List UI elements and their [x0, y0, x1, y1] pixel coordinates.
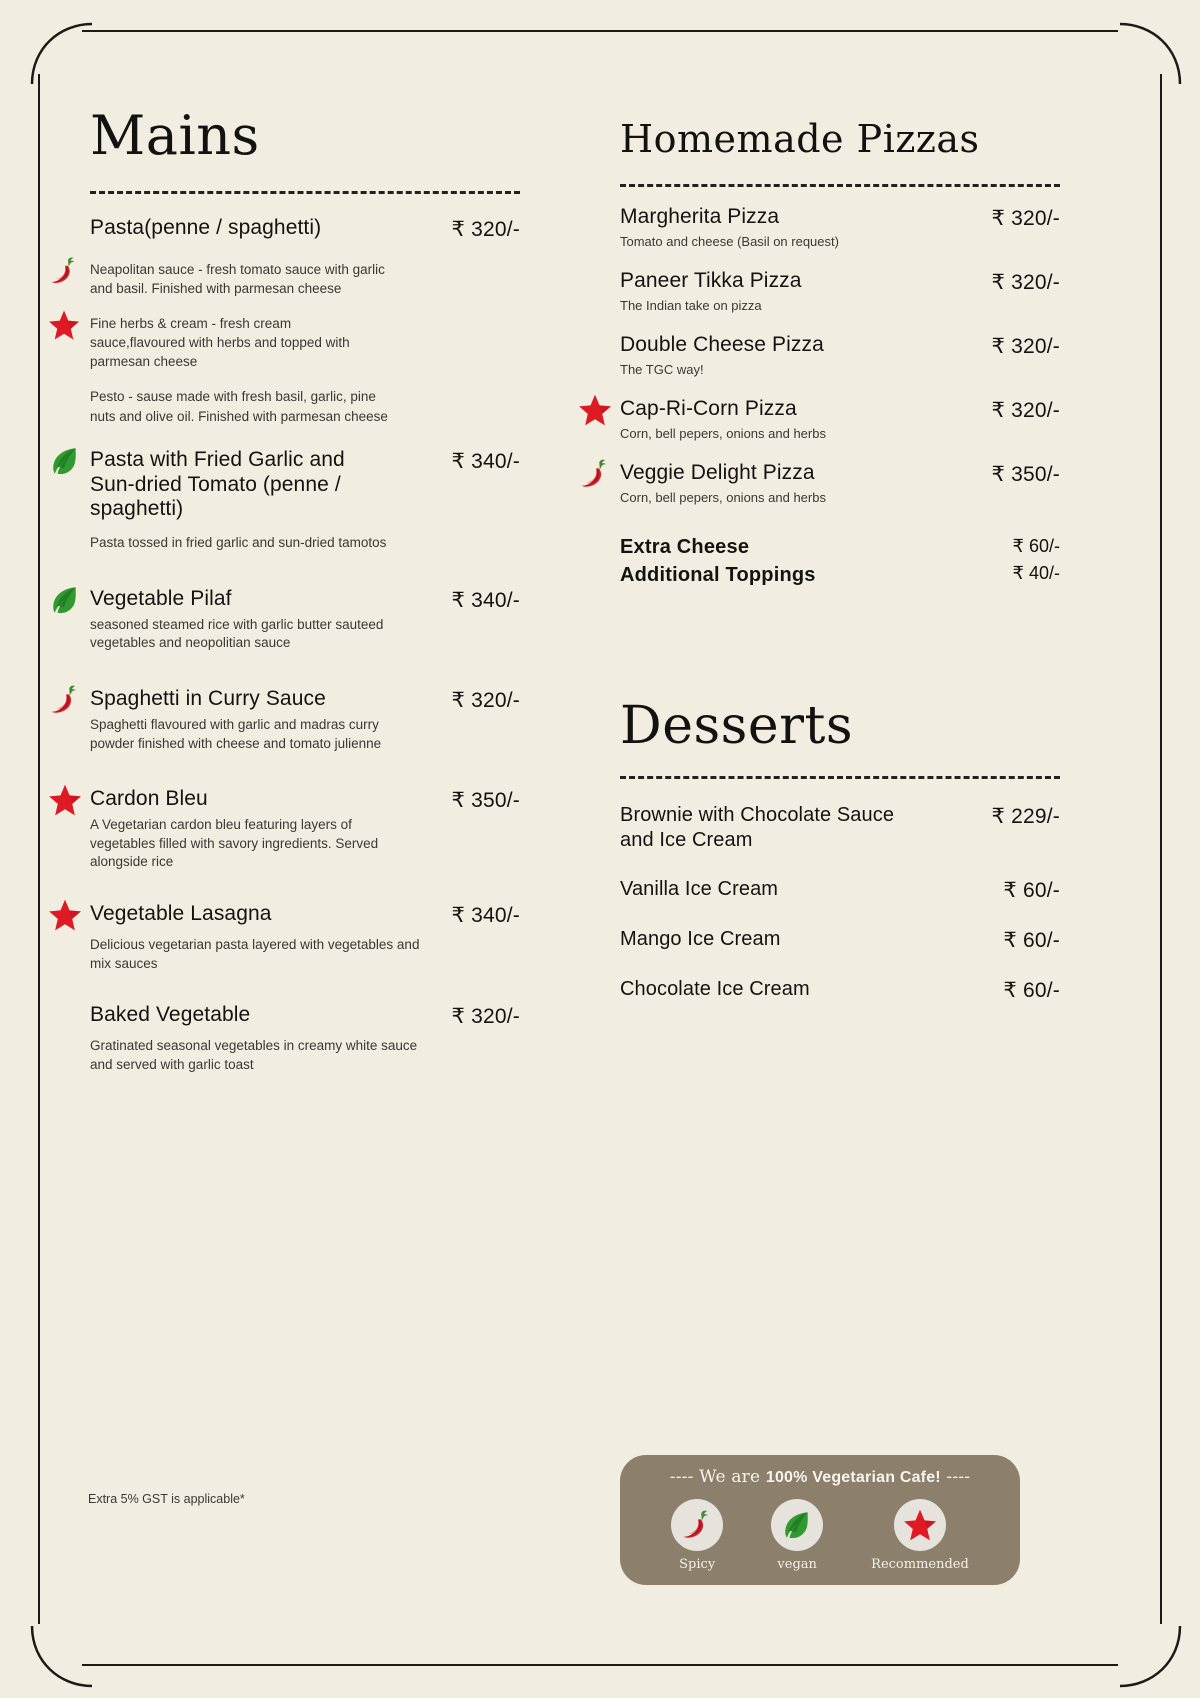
star-icon — [578, 393, 612, 427]
badge-we-are: We are — [699, 1467, 766, 1487]
menu-item[interactable] — [620, 877, 1060, 903]
item-name: Brownie with Chocolate Sauce and Ice Cream — [620, 803, 895, 851]
star-icon — [894, 1499, 946, 1551]
pizzas-divider — [620, 184, 1060, 187]
desserts-section — [620, 696, 1060, 1003]
menu-item[interactable] — [90, 902, 520, 973]
item-price: ₹ 340/- — [451, 588, 520, 612]
item-price: ₹ 320/- — [991, 334, 1060, 358]
item-price: ₹ 320/- — [451, 688, 520, 712]
item-price: ₹ 60/- — [1003, 928, 1060, 952]
menu-item[interactable] — [90, 448, 520, 553]
item-desc: Tomato and cheese (Basil on request) — [620, 233, 839, 249]
item-desc: Pasta tossed in fried garlic and sun-dried tamotos — [90, 535, 387, 551]
badge-veg-cafe: Vegetarian Cafe! — [807, 1469, 941, 1486]
item-name: Cap-Ri-Corn Pizza — [620, 396, 797, 420]
item-desc: Corn, bell pepers, onions and herbs — [620, 425, 826, 441]
menu-item[interactable] — [620, 397, 1060, 443]
item-price: ₹ 229/- — [991, 804, 1060, 828]
chili-icon — [48, 683, 82, 717]
badge-suffix: ---- — [940, 1467, 971, 1487]
addon-name: Extra Cheese — [620, 535, 750, 558]
menu-item[interactable] — [90, 1003, 520, 1074]
item-desc: seasoned steamed rice with garlic butter sauteed vegetables and neopolitian sauce — [90, 616, 384, 651]
mains-divider — [90, 191, 520, 194]
item-name: Cardon Bleu — [90, 787, 208, 811]
item-name: Spaghetti in Curry Sauce — [90, 686, 326, 710]
badge-title — [670, 1467, 970, 1487]
gst-note: Extra 5% GST is applicable* — [88, 1492, 245, 1506]
item-name: Pasta with Fried Garlic and Sun-dried Tomato (penne / spaghetti) — [90, 447, 345, 521]
mains-section — [90, 104, 520, 1089]
item-price: ₹ 340/- — [451, 904, 520, 928]
item-price: ₹ 350/- — [451, 789, 520, 813]
variant-text: Neapolitan sauce - fresh tomato sauce with garlic and basil. Finished with parmesan cheese — [90, 261, 385, 296]
star-icon — [48, 309, 80, 341]
menu-item[interactable] — [620, 803, 1060, 853]
legend-label: Recommended — [871, 1557, 969, 1572]
desserts-divider — [620, 776, 1060, 779]
item-price: ₹ 320/- — [451, 1005, 520, 1029]
item-price: ₹ 350/- — [991, 462, 1060, 486]
item-name: Pasta(penne / spaghetti) — [90, 215, 322, 239]
item-price: ₹ 320/- — [991, 398, 1060, 422]
item-name: Vanilla Ice Cream — [620, 877, 779, 900]
menu-item[interactable] — [620, 927, 1060, 953]
menu-item[interactable] — [620, 977, 1060, 1003]
menu-item[interactable] — [620, 461, 1060, 507]
legend-item-spicy — [671, 1499, 723, 1572]
item-desc: Delicious vegetarian pasta layered with vegetables and mix sauces — [90, 937, 420, 971]
item-desc: Gratinated seasonal vegetables in creamy white sauce and served with garlic toast — [90, 1038, 418, 1072]
pizzas-section — [620, 117, 1060, 1027]
legend-item-vegan — [771, 1499, 823, 1572]
vegetarian-badge — [620, 1455, 1020, 1585]
legend — [671, 1499, 969, 1572]
pasta-variant — [90, 314, 520, 371]
addon-price: ₹ 60/- — [1012, 535, 1060, 556]
badge-prefix: ---- — [669, 1467, 700, 1487]
pizza-addons — [620, 533, 1060, 590]
item-price: ₹ 60/- — [1003, 878, 1060, 902]
star-icon — [48, 898, 82, 932]
pasta-variant-list — [90, 260, 520, 426]
mains-title: Mains — [90, 104, 260, 167]
pasta-variant — [90, 387, 520, 425]
item-desc: Corn, bell pepers, onions and herbs — [620, 489, 826, 505]
item-name: Mango Ice Cream — [620, 927, 781, 950]
item-name: Chocolate Ice Cream — [620, 977, 810, 1000]
variant-text: Pesto - sause made with fresh basil, garlic, pine nuts and olive oil. Finished with parmesan cheese — [90, 389, 388, 424]
item-name: Paneer Tikka Pizza — [620, 268, 802, 292]
item-name: Vegetable Lasagna — [90, 902, 272, 926]
item-price: ₹ 320/- — [451, 217, 520, 241]
menu-item[interactable] — [620, 333, 1060, 379]
menu-item[interactable] — [90, 216, 520, 426]
chili-icon — [48, 255, 80, 287]
item-price: ₹ 60/- — [1003, 978, 1060, 1002]
item-desc: Spaghetti flavoured with garlic and madras curry powder finished with cheese and tomato julienne — [90, 716, 382, 751]
leaf-icon — [771, 1499, 823, 1551]
menu-item[interactable] — [90, 587, 520, 653]
item-desc: A Vegetarian cardon bleu featuring layers of vegetables filled with savory ingredients. Served alongside rice — [90, 817, 379, 870]
item-price: ₹ 320/- — [991, 270, 1060, 294]
menu-item[interactable] — [90, 787, 520, 872]
leaf-icon — [48, 583, 82, 617]
desserts-title: Desserts — [620, 696, 854, 757]
menu-item[interactable] — [90, 687, 520, 753]
variant-text: Fine herbs & cream - fresh cream sauce,flavoured with herbs and topped with parmesan cheese — [90, 316, 350, 370]
leaf-icon — [48, 444, 82, 478]
pasta-variant — [90, 260, 520, 298]
star-icon — [48, 783, 82, 817]
item-name: Vegetable Pilaf — [90, 586, 232, 610]
legend-label: vegan — [777, 1557, 817, 1572]
chili-icon — [671, 1499, 723, 1551]
legend-label: Spicy — [679, 1557, 716, 1572]
badge-percent: 100% — [765, 1469, 808, 1486]
item-name: Margherita Pizza — [620, 204, 780, 228]
legend-item-recommended — [871, 1499, 969, 1572]
menu-item[interactable] — [620, 205, 1060, 251]
item-price: ₹ 340/- — [451, 449, 520, 473]
addon-price: ₹ 40/- — [1012, 563, 1060, 584]
addon-name: Additional Toppings — [620, 563, 816, 586]
chili-icon — [578, 457, 612, 491]
item-desc: The Indian take on pizza — [620, 297, 762, 313]
item-price: ₹ 320/- — [991, 206, 1060, 230]
item-name: Double Cheese Pizza — [620, 332, 824, 356]
item-name: Baked Vegetable — [90, 1003, 251, 1027]
item-desc: The TGC way! — [620, 361, 704, 377]
item-name: Veggie Delight Pizza — [620, 460, 815, 484]
pizzas-title: Homemade Pizzas — [620, 117, 980, 161]
menu-item[interactable] — [620, 269, 1060, 315]
